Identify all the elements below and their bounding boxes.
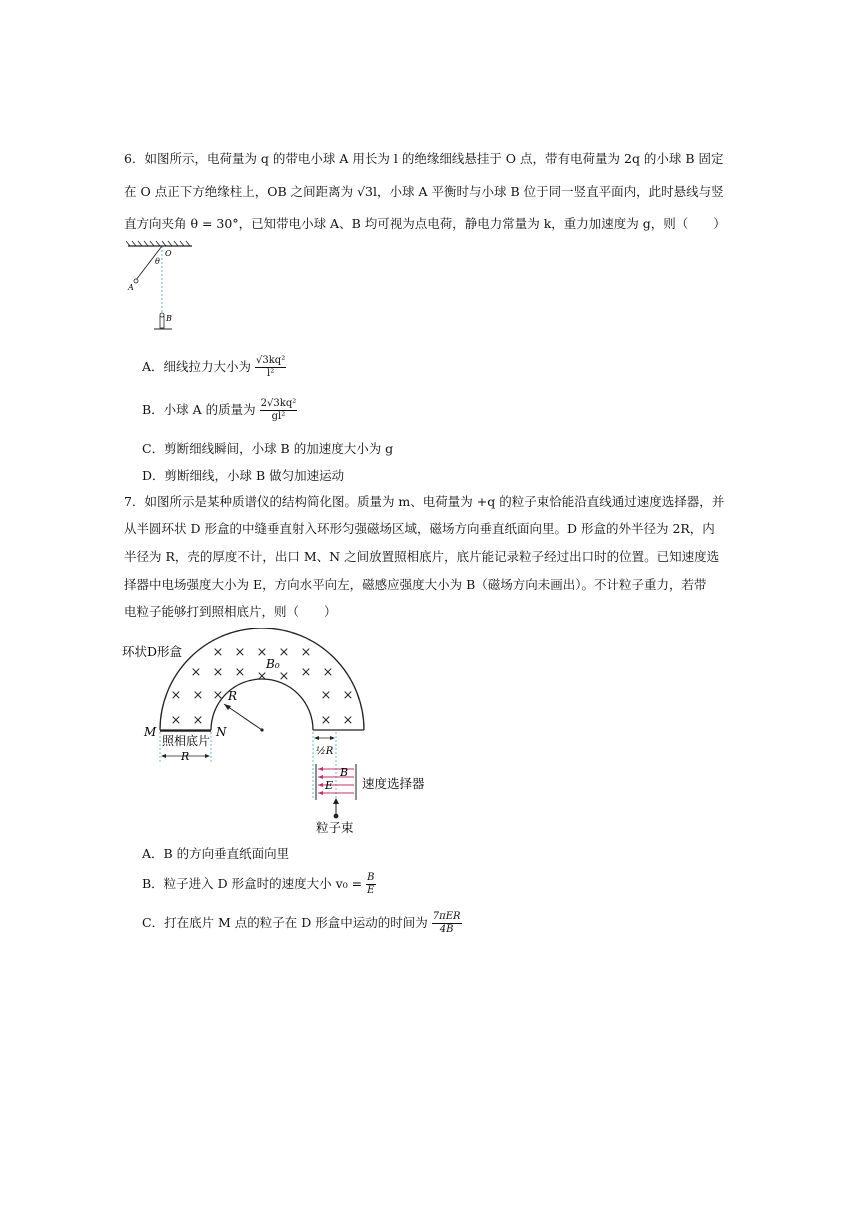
q6-option-A-fraction: $\frac{\text{√3kq²}}{\text{l²}}$ <box>256 355 286 379</box>
label-R: R <box>228 689 238 703</box>
label-M: M <box>144 725 157 739</box>
q6-option-A-text: A．细线拉力大小为 <box>142 359 252 374</box>
svg-text:×: × <box>256 645 268 660</box>
label-selector-B: B <box>340 766 349 779</box>
q7-line-1: 7．如图所示是某种质谱仪的结构简化图。质量为 m、电荷量为 +q 的粒子束恰能沿直线通过速度选择器，并 <box>124 494 725 509</box>
q6-option-B[interactable] <box>142 398 722 423</box>
label-velocity-selector: 速度选择器 <box>362 776 425 791</box>
label-B0: B₀ <box>266 657 280 671</box>
q7-option-C-fraction: 7πER 4B <box>432 911 461 935</box>
q7-line-2: 从半圆环状 D 形盒的中缝垂直射入环形匀强磁场区域，磁场方向垂直纸面向里。D 形盒的外半径为 2R，内 <box>124 521 715 536</box>
label-B: B <box>166 314 172 323</box>
q6-line-2: 在 O 点正下方绝缘柱上，OB 之间距离为 √3l，小球 A 平衡时与小球 B 位于同一竖直平面内，此时悬线与竖 <box>124 184 724 199</box>
q7-line-5: 电粒子能够打到照相底片，则（ ） <box>124 604 337 619</box>
svg-text:×: × <box>170 688 182 703</box>
q6-option-D[interactable]: D．剪断细线，小球 B 做匀加速运动 <box>142 468 345 483</box>
label-A: A <box>128 283 134 292</box>
q6-option-A[interactable] <box>142 355 722 380</box>
svg-text:×: × <box>234 645 246 660</box>
label-d-box: 环状D形盒 <box>122 644 183 659</box>
svg-text:×: × <box>212 688 224 703</box>
svg-text:×: × <box>170 713 182 728</box>
svg-text:×: × <box>342 688 354 703</box>
svg-text:×: × <box>212 665 224 680</box>
q7-option-B-fraction: $\frac{B}{E}$ <box>367 872 375 896</box>
magnetic-field-crosses <box>171 645 354 728</box>
q6-line-1: 6．如图所示，电荷量为 q 的带电小球 A 用长为 l 的绝缘细线悬挂于 O 点，带有电荷量为 2q 的小球 B 固定 <box>124 151 724 166</box>
svg-text:×: × <box>300 665 312 680</box>
q7-option-B[interactable] <box>142 872 722 897</box>
q6-figure <box>124 238 214 338</box>
svg-text:×: × <box>300 645 312 660</box>
q6-option-B-text: B．小球 A 的质量为 <box>142 402 256 417</box>
label-film: 照相底片 <box>162 734 211 748</box>
svg-text:×: × <box>212 645 224 660</box>
svg-text:×: × <box>190 665 202 680</box>
q6-option-B-fraction: $\frac{\text{2√3kq²}}{\text{gl²}}$ <box>260 398 297 422</box>
q7-option-A[interactable]: A．B 的方向垂直纸面向里 <box>142 846 290 861</box>
svg-text:×: × <box>192 688 204 703</box>
svg-text:×: × <box>192 713 204 728</box>
label-particle-beam: 粒子束 <box>316 820 354 835</box>
svg-text:×: × <box>256 669 268 684</box>
svg-text:×: × <box>322 665 334 680</box>
q7-figure <box>118 628 448 840</box>
label-half-R: ½R <box>316 746 334 757</box>
q7-line-4: 择器中电场强度大小为 E，方向水平向左，磁感应强度大小为 B（磁场方向未画出）。不计粒子重力，若带 <box>124 577 707 592</box>
svg-text:×: × <box>320 688 332 703</box>
svg-text:×: × <box>320 713 332 728</box>
label-N: N <box>216 725 227 739</box>
q6-option-C[interactable]: C．剪断细线瞬间，小球 B 的加速度大小为 g <box>142 441 394 456</box>
q7-option-B-text: B．粒子进入 D 形盒时的速度大小 v₀ = <box>142 876 363 891</box>
label-selector-E: E <box>325 779 334 792</box>
q7-line-3: 半径为 R，壳的厚度不计，出口 M、N 之间放置照相底片，底片能记录粒子经过出口时的位置。已知速度选 <box>124 549 720 564</box>
label-O: O <box>165 249 172 258</box>
svg-text:×: × <box>278 669 290 684</box>
q6-line-3: 直方向夹角 θ = 30°，已知带电小球 A、B 均可视为点电荷，静电力常量为 k，重力加速度为 g，则（ ） <box>124 216 726 231</box>
q7-option-C[interactable] <box>142 911 722 936</box>
q7-option-C-text: C．打在底片 M 点的粒子在 D 形盒中运动的时间为 <box>142 915 428 930</box>
label-R-bottom: R <box>181 750 190 763</box>
svg-text:×: × <box>234 665 246 680</box>
label-theta: θ <box>155 257 160 266</box>
svg-text:×: × <box>278 645 290 660</box>
svg-text:×: × <box>342 713 354 728</box>
